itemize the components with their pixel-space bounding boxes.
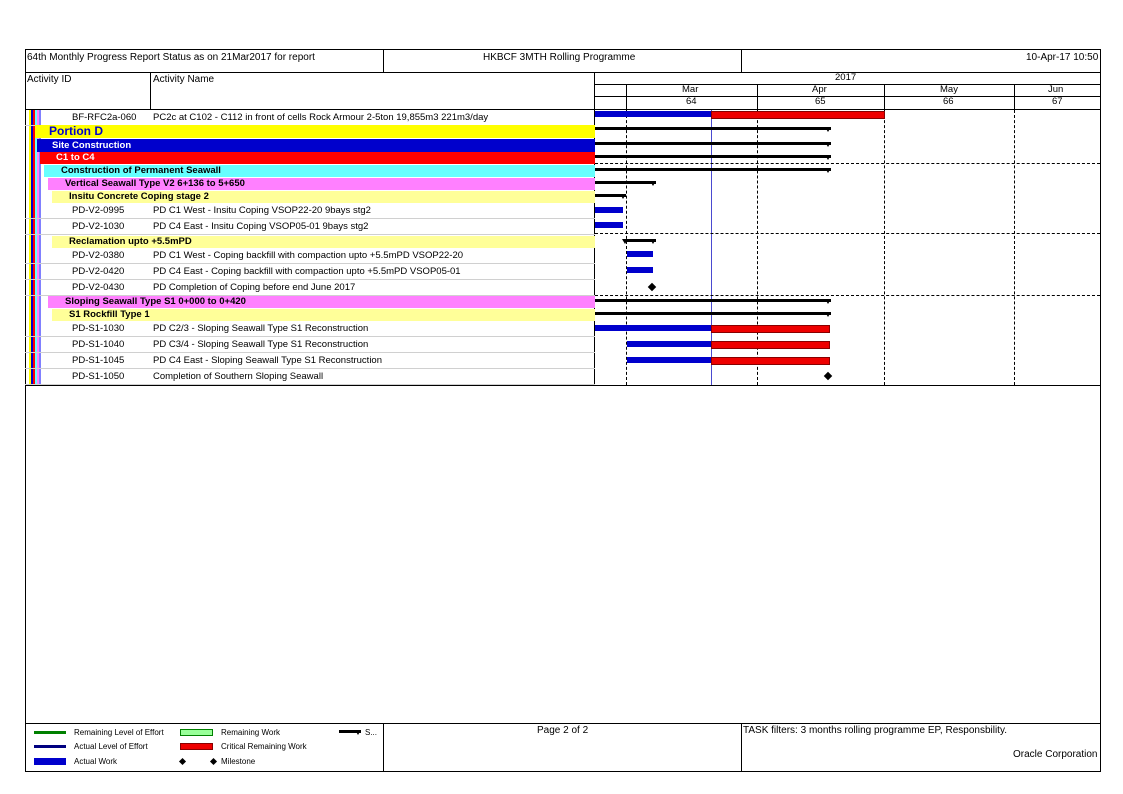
band-label: Portion D bbox=[49, 124, 103, 138]
legend-actual-loe: Actual Level of Effort bbox=[74, 742, 148, 751]
ts-div-3 bbox=[1014, 84, 1015, 110]
summary-bar-vertical-seawall[interactable] bbox=[595, 181, 656, 184]
summary-bar-permanent-seawall[interactable] bbox=[595, 168, 831, 171]
summary-end-icon bbox=[650, 239, 656, 244]
summary-end-icon bbox=[650, 181, 656, 186]
bar-actual-work[interactable] bbox=[627, 357, 711, 363]
month-apr: Apr bbox=[812, 84, 827, 95]
month-jun: Jun bbox=[1048, 84, 1064, 95]
band-sloping-seawall-s1[interactable] bbox=[48, 296, 595, 308]
period-64: 64 bbox=[686, 96, 697, 107]
bar-critical-remaining[interactable] bbox=[711, 325, 830, 333]
activity-id: PD-V2-0430 bbox=[72, 282, 125, 293]
legend-milestone: Milestone bbox=[221, 757, 256, 766]
ts-div-1 bbox=[757, 84, 758, 110]
activity-id: PD-S1-1040 bbox=[72, 339, 125, 350]
month-may: May bbox=[940, 84, 958, 95]
band-site-construction[interactable] bbox=[37, 139, 595, 152]
summary-start-icon bbox=[622, 239, 628, 244]
company-name: Oracle Corporation bbox=[1013, 749, 1098, 760]
activity-id: PD-S1-1050 bbox=[72, 371, 125, 382]
activity-id: PD-V2-1030 bbox=[72, 221, 125, 232]
activity-name: PD C4 East - Coping backfill with compaction upto +5.5mPD VSOP05-01 bbox=[153, 266, 461, 277]
summary-end-icon bbox=[620, 194, 626, 199]
activity-row-pd-s1-1050[interactable] bbox=[25, 369, 595, 385]
grid-line-jun-start bbox=[1014, 110, 1015, 385]
legend-actual-loe-swatch bbox=[34, 745, 66, 748]
timescale-line-1 bbox=[594, 84, 1101, 85]
summary-bar-s1-rockfill[interactable] bbox=[595, 312, 831, 315]
programme-title: HKBCF 3MTH Rolling Programme bbox=[483, 52, 636, 63]
legend-summary: S... bbox=[365, 728, 378, 737]
activity-row-pd-v2-0380[interactable] bbox=[25, 248, 595, 264]
activity-name: PD C2/3 - Sloping Seawall Type S1 Reconstruction bbox=[153, 323, 369, 334]
band-reclamation[interactable] bbox=[52, 236, 595, 248]
activity-row-pd-v2-1030[interactable] bbox=[25, 219, 595, 235]
band-label: C1 to C4 bbox=[56, 152, 95, 163]
band-label: Construction of Permanent Seawall bbox=[61, 165, 221, 176]
summary-end-icon bbox=[825, 127, 831, 132]
activity-name: PD C4 East - Insitu Coping VSOP05-01 9bays stg2 bbox=[153, 221, 369, 232]
legend-critical-remaining: Critical Remaining Work bbox=[221, 742, 307, 751]
activity-name: PD C1 West - Coping backfill with compaction upto +5.5mPD VSOP22-20 bbox=[153, 250, 464, 261]
legend-actual-work: Actual Work bbox=[74, 757, 117, 766]
activity-row-pd-v2-0420[interactable] bbox=[25, 264, 595, 280]
ts-div-0 bbox=[626, 84, 627, 110]
activity-id: BF-RFC2a-060 bbox=[72, 112, 137, 123]
activity-id: PD-V2-0420 bbox=[72, 266, 125, 277]
report-title: 64th Monthly Progress Report Status as on 21Mar2017 for report bbox=[27, 52, 315, 63]
grid-line-may-start bbox=[884, 110, 885, 385]
legend-remaining-work-swatch bbox=[180, 729, 213, 736]
summary-end-icon bbox=[825, 155, 831, 160]
page-number: Page 2 of 2 bbox=[537, 725, 589, 736]
footer-divider-1 bbox=[383, 723, 384, 772]
activity-row-pd-s1-1030[interactable] bbox=[25, 321, 595, 337]
activity-name: PD Completion of Coping before end June 2017 bbox=[153, 282, 356, 293]
timescale-year: 2017 bbox=[835, 72, 857, 83]
bar-critical-remaining[interactable] bbox=[711, 357, 830, 365]
col-header-activity-name[interactable]: Activity Name bbox=[153, 74, 215, 85]
gantt-bottom-line bbox=[25, 385, 1101, 386]
activity-id: PD-V2-0380 bbox=[72, 250, 125, 261]
legend-remaining-loe-swatch bbox=[34, 731, 66, 734]
bar-actual-work[interactable] bbox=[595, 325, 711, 331]
footer-top-line bbox=[25, 723, 1101, 724]
activity-name: PD C3/4 - Sloping Seawall Type S1 Reconstruction bbox=[153, 339, 369, 350]
band-c1-to-c4[interactable] bbox=[40, 152, 595, 164]
bar-actual-work[interactable] bbox=[595, 111, 711, 117]
band-portion-d[interactable] bbox=[35, 125, 595, 138]
period-65: 65 bbox=[815, 96, 826, 107]
legend-summary-end-icon bbox=[355, 730, 361, 735]
summary-bar-site-construction[interactable] bbox=[595, 142, 831, 145]
band-label: Reclamation upto +5.5mPD bbox=[69, 236, 192, 247]
grid-h-3 bbox=[595, 295, 1100, 296]
summary-bar-sloping-seawall[interactable] bbox=[595, 299, 831, 302]
activity-row-pd-s1-1040[interactable] bbox=[25, 337, 595, 353]
period-67: 67 bbox=[1052, 96, 1063, 107]
summary-bar-portion-d[interactable] bbox=[595, 127, 831, 130]
legend-remaining-work: Remaining Work bbox=[221, 728, 280, 737]
activity-row-pd-v2-0430[interactable] bbox=[25, 280, 595, 296]
activity-row-pd-s1-1045[interactable] bbox=[25, 353, 595, 369]
grid-h-2 bbox=[595, 233, 1100, 234]
summary-end-icon bbox=[825, 142, 831, 147]
summary-bar-c1-c4[interactable] bbox=[595, 155, 831, 158]
bar-actual-work[interactable] bbox=[627, 341, 711, 347]
col-header-activity-id[interactable]: Activity ID bbox=[27, 74, 72, 85]
band-label: Insitu Concrete Coping stage 2 bbox=[69, 191, 209, 202]
header-divider-1 bbox=[383, 49, 384, 73]
month-mar: Mar bbox=[682, 84, 699, 95]
activity-name: PC2c at C102 - C112 in front of cells Rock Armour 2-5ton 19,855m3 221m3/day bbox=[153, 112, 489, 123]
activity-id: PD-V2-0995 bbox=[72, 205, 125, 216]
band-construction-permanent-seawall[interactable] bbox=[44, 165, 595, 177]
report-date: 10-Apr-17 10:50 bbox=[1026, 52, 1099, 63]
ts-div-2 bbox=[884, 84, 885, 110]
bar-actual-work[interactable] bbox=[627, 251, 653, 257]
activity-name: PD C4 East - Sloping Seawall Type S1 Reconstruction bbox=[153, 355, 382, 366]
bar-critical-remaining[interactable] bbox=[711, 341, 830, 349]
header-bottom-line bbox=[25, 72, 1101, 73]
band-label: Vertical Seawall Type V2 6+136 to 5+650 bbox=[65, 178, 245, 189]
bar-actual-work[interactable] bbox=[595, 207, 623, 213]
bar-critical-remaining[interactable] bbox=[711, 111, 885, 119]
band-label: Sloping Seawall Type S1 0+000 to 0+420 bbox=[65, 296, 246, 307]
band-label: S1 Rockfill Type 1 bbox=[69, 309, 150, 320]
band-vertical-seawall-v2[interactable] bbox=[48, 178, 595, 190]
band-insitu-coping-stage-2[interactable] bbox=[52, 191, 595, 203]
timescale-line-2 bbox=[594, 96, 1101, 97]
legend-critical-remaining-swatch bbox=[180, 743, 213, 750]
footer-divider-2 bbox=[741, 723, 742, 772]
header-divider-2 bbox=[741, 49, 742, 73]
period-66: 66 bbox=[943, 96, 954, 107]
band-s1-rockfill[interactable] bbox=[52, 309, 595, 321]
grid-h-1 bbox=[595, 163, 1100, 164]
col-divider-id bbox=[150, 73, 151, 110]
summary-end-icon bbox=[825, 312, 831, 317]
activity-name: Completion of Southern Sloping Seawall bbox=[153, 371, 324, 382]
activity-row-pd-v2-0995[interactable] bbox=[25, 203, 595, 219]
activity-name: PD C1 West - Insitu Coping VSOP22-20 9bays stg2 bbox=[153, 205, 371, 216]
legend-actual-work-swatch bbox=[34, 758, 66, 765]
summary-end-icon bbox=[825, 299, 831, 304]
bar-actual-work[interactable] bbox=[627, 267, 653, 273]
band-label: Site Construction bbox=[52, 140, 132, 151]
activity-id: PD-S1-1045 bbox=[72, 355, 125, 366]
activity-row-bf-rfc2a-060[interactable] bbox=[25, 110, 595, 126]
legend-remaining-loe: Remaining Level of Effort bbox=[74, 728, 164, 737]
task-filters: TASK filters: 3 months rolling programme EP, Responsbility. bbox=[743, 725, 1007, 736]
bar-actual-work[interactable] bbox=[595, 222, 623, 228]
summary-end-icon bbox=[825, 168, 831, 173]
activity-id: PD-S1-1030 bbox=[72, 323, 125, 334]
